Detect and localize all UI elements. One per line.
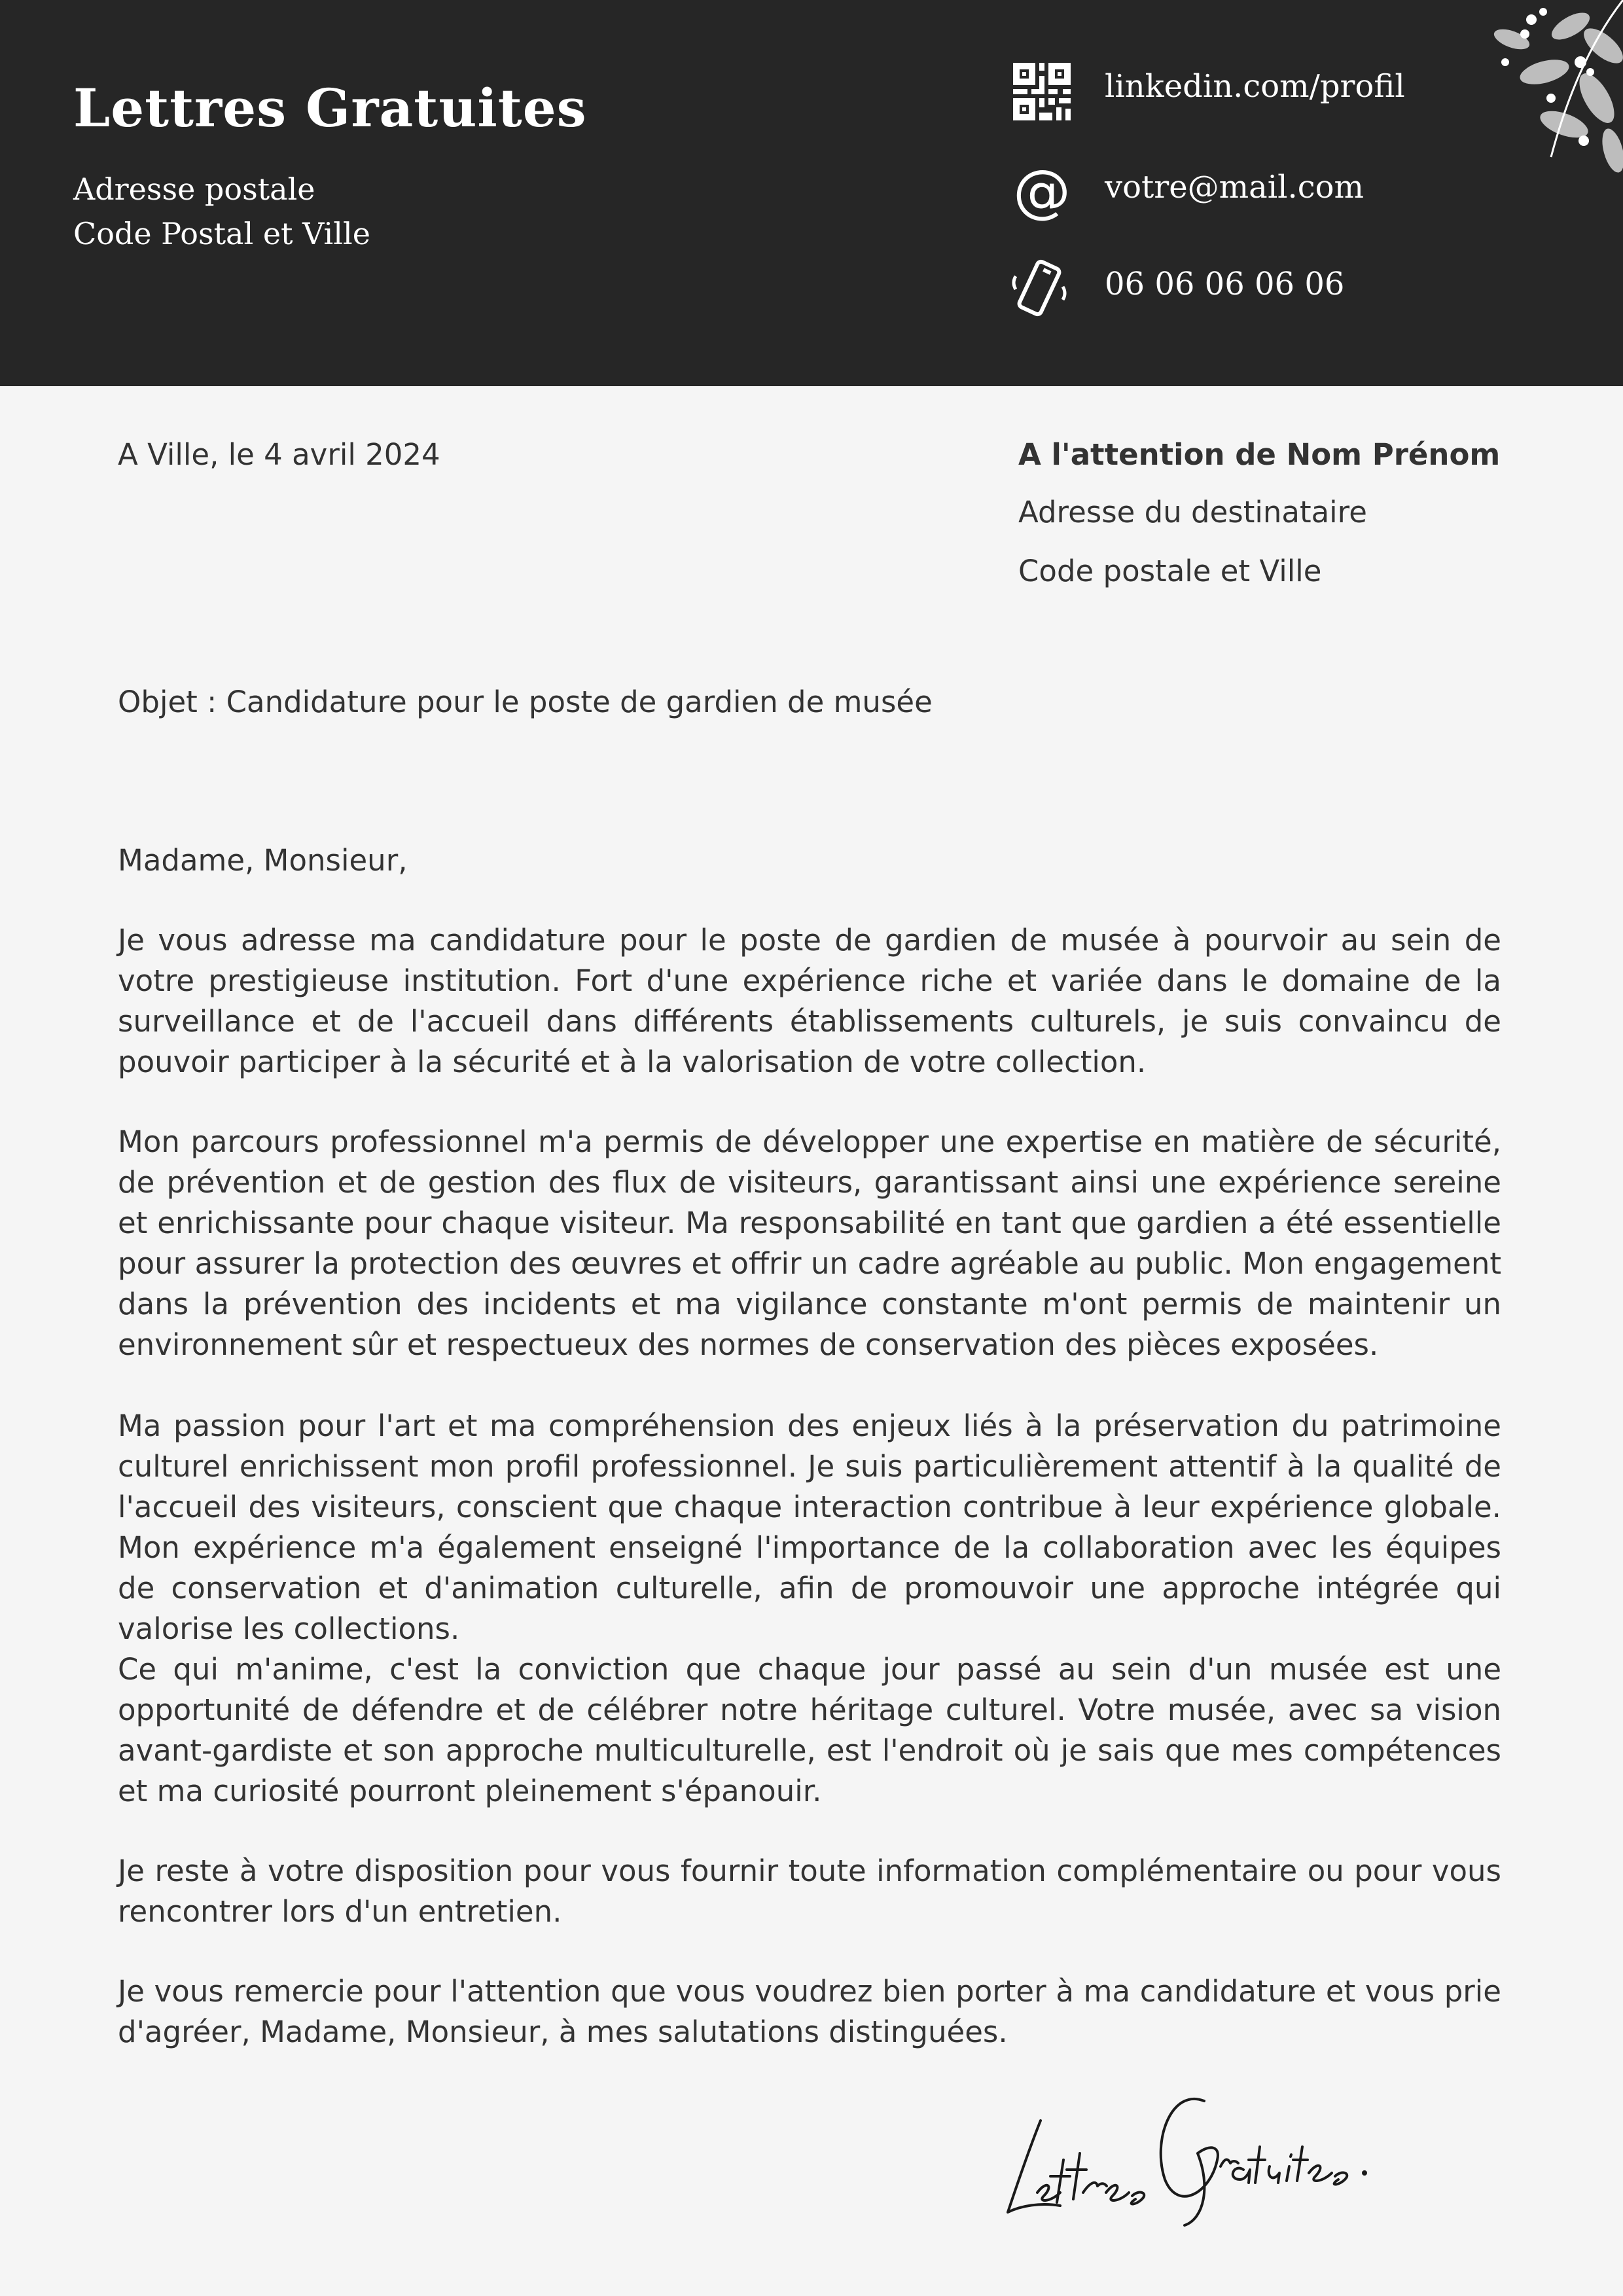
sender-name: Lettres Gratuites	[73, 77, 587, 139]
letter-paragraph-5: Je reste à votre disposition pour vous fournir toute information complémentaire ou pour vous rencontrer lors d'un entretien.	[118, 1854, 1501, 1929]
letter-header	[0, 0, 1623, 386]
sender-address-line1: Adresse postale	[73, 171, 315, 207]
phone-text: 06 06 06 06 06	[1105, 266, 1345, 302]
linkedin-text: linkedin.com/profil	[1105, 68, 1405, 105]
phone-icon	[1008, 257, 1071, 319]
letter-paragraph-2: Mon parcours professionnel m'a permis de développer une expertise en matière de sécurité, de prévention et de gestion des flux de visiteurs, garantissant ainsi une expérience sereine et enrichissante pour chaque visiteur. Ma responsabilité en tant que gardien a été essentielle pour assurer la protection des œuvres et offrir un cadre agréable au public. Mon engagement dans la prévention des incidents et ma vigilance constante m'ont permis de maintenir un environnement sûr et respectueux des normes de conservation des pièces exposées.	[118, 1124, 1501, 1362]
letter-subject: Objet : Candidature pour le poste de gardien de musée	[118, 685, 933, 719]
letter-paragraph-6: Je vous remercie pour l'attention que vous voudrez bien porter à ma candidature et vous prie d'agréer, Madame, Monsieur, à mes salutations distinguées.	[118, 1974, 1501, 2049]
email-text: votre@mail.com	[1105, 169, 1364, 206]
svg-text:@: @	[1013, 161, 1071, 224]
signature	[1001, 2062, 1381, 2232]
letter-paragraph-1: Je vous adresse ma candidature pour le poste de gardien de musée à pourvoir au sein de votre prestigieuse institution. Fort d'une expérience riche et variée dans le domaine de la surveillance et de l'accueil dans différents établissements culturels, je suis convaincu de pouvoir participer à la sécurité et à la valorisation de votre collection.	[118, 923, 1501, 1079]
letter-salutation: Madame, Monsieur,	[118, 843, 408, 878]
recipient-city: Code postale et Ville	[1018, 554, 1322, 588]
qr-code-icon	[1010, 60, 1073, 123]
floral-decoration	[1466, 0, 1623, 190]
letter-paragraph-3: Ma passion pour l'art et ma compréhension des enjeux liés à la préservation du patrimoine culturel enrichissent mon profil professionnel. Je suis particulièrement attentif à la qualité de l'accueil des visiteurs, conscient que chaque interaction contribue à leur expérience globale. Mon expérience m'a également enseigné l'importance de la collaboration avec les équipes de conservation et d'animation culturelle, afin de promouvoir une approche intégrée qui valorise les collections.	[118, 1408, 1501, 1646]
sender-address-line2: Code Postal et Ville	[73, 216, 370, 251]
recipient-address: Adresse du destinataire	[1018, 495, 1367, 529]
letter-date: A Ville, le 4 avril 2024	[118, 437, 440, 472]
at-sign-icon	[1010, 161, 1073, 224]
letter-paragraph-4: Ce qui m'anime, c'est la conviction que chaque jour passé au sein d'un musée est une opportunité de défendre et de célébrer notre héritage culturel. Votre musée, avec sa vision avant-gardiste et son approche multiculturelle, est l'endroit où je sais que mes compétences et ma curiosité pourront pleinement s'épanouir.	[118, 1652, 1501, 1808]
recipient-name: A l'attention de Nom Prénom	[1018, 437, 1501, 472]
